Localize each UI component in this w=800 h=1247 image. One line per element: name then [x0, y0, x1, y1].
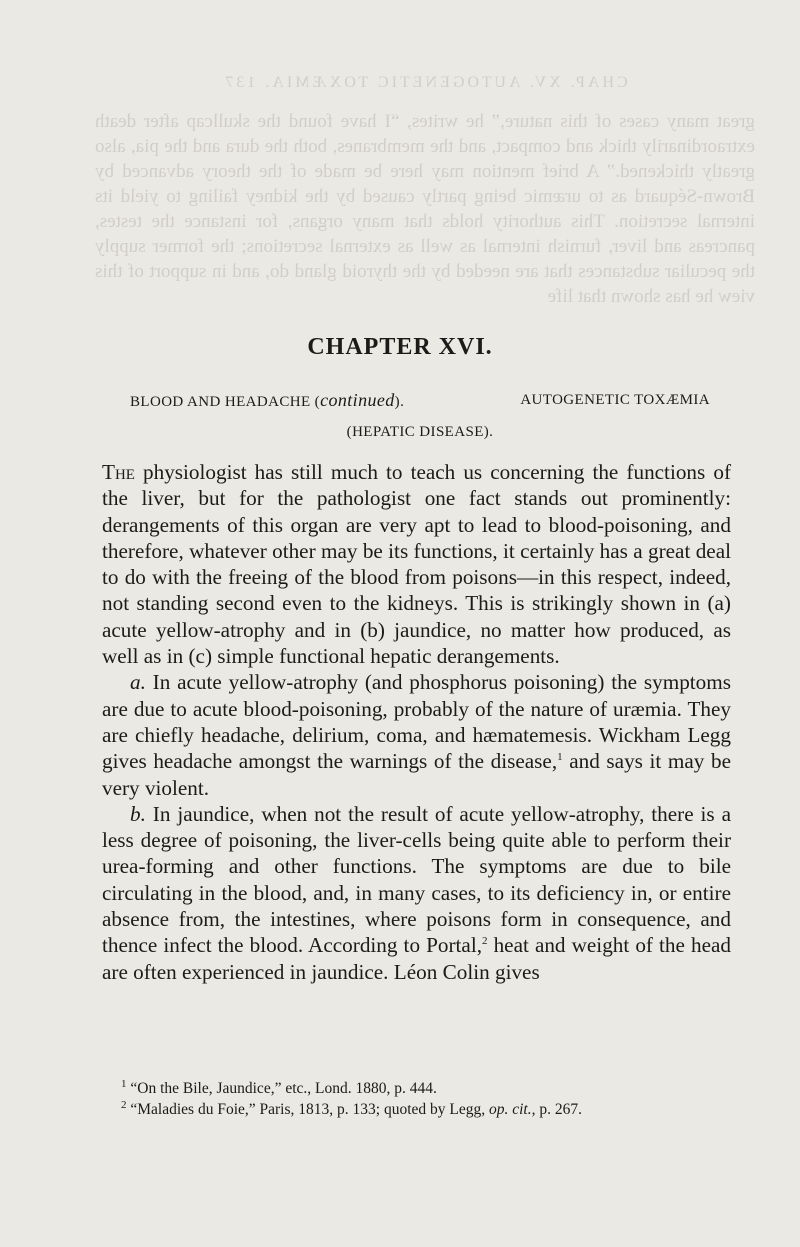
subtitle-left: BLOOD AND HEADACHE (continued). — [130, 390, 405, 410]
body-text — [102, 459, 731, 985]
subtitle-toxaemia: AUTOGENETIC TOXÆMIA — [520, 392, 710, 408]
paragraph-1: The physiologist has still much to teach us concerning the functions of the liver, but for the pathologist one fact stands out prominently: derangements of this organ are very apt to lead to blood-poisoning, and therefore, whatever other may be its functions, it certainly has a great deal to do with the freeing of the blood from poisons—in this respect, indeed, not standing second even to the kidneys. This is strikingly shown in (a) acute yellow-atrophy and in (b) jaundice, no matter how produced, as well as in (c) simple functional hepatic derangements. — [102, 460, 731, 669]
footnote-ref-1: 1 — [557, 751, 563, 764]
bleed-paragraph: great many cases of this nature,” he writes, “I have found the skullcap after death extraordinarily thick and compact, and the membranes, both the dura and the pia, also greatly thickened.” A brief mention may here be made of the theory advanced by Brown-Séquard as to uræmic being partly caused by the kidney failing to yield its internal secretion. This authority holds that many organs, for instance the testes, pancreas and liver, furnish internal as well as external secretions; the former supply the peculiar substances that are needed by the thyroid gland do, and in support of this view he has shown that life — [95, 111, 755, 307]
paragraph-1-first-word: The — [102, 460, 135, 484]
footnote-1: $^1$ “On the Bile, Jaundice,” etc., Lond. 1880, p. 444. — [121, 1077, 437, 1097]
subtitle-line-2: (HEPATIC DISEASE). — [346, 424, 494, 440]
footnotes — [95, 1078, 731, 1120]
bleed-running-head: CHAP. XV. AUTOGENETIC TOXÆMIA. 137 — [222, 74, 628, 91]
paragraph-2: a. In acute yellow-atrophy (and phosphorus poisoning) the symptoms are due to acute blood-poisoning, probably of the nature of uræmia. They are chiefly headache, delirium, coma, and hæmatemesis. Wickham Legg gives headache amongst the warnings of the disease,$^1$ and says it may be very violent. — [102, 670, 731, 800]
chapter-subtitle — [130, 385, 710, 447]
chapter-title: CHAPTER XVI. — [307, 334, 493, 360]
footnote-ref-2: 2 — [482, 935, 488, 948]
bleed-through-text — [95, 70, 755, 309]
paragraph-3: b. In jaundice, when not the result of acute yellow-atrophy, there is a less degree of poisoning, the liver-cells being quite able to perform their urea-forming and other functions. The symptoms are due to bile circulating in the blood, and, in many cases, to its deficiency in, or entire absence from, the intestines, where poisons form in consequence, and thence infect the blood. According to Portal,$^2$ heat and weight of the head are often experienced in jaundice. Léon Colin gives — [102, 801, 731, 984]
footnote-2: $^2$ “Maladies du Foie,” Paris, 1813, p. 133; quoted by Legg, op. cit., p. 267. — [121, 1098, 582, 1118]
